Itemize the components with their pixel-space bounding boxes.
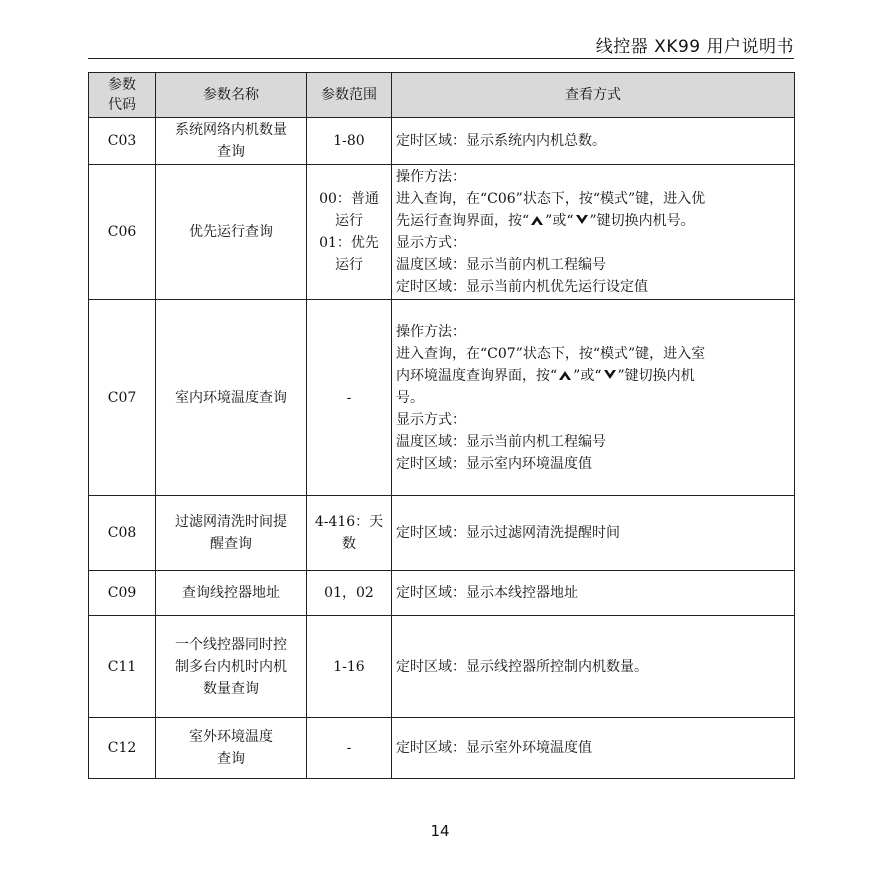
param-range <box>307 165 392 300</box>
parameter-table <box>88 72 795 779</box>
chevron-down-icon <box>574 213 590 227</box>
param-name-line: 一个线控器同时控 <box>175 636 287 653</box>
method-line: 显示方式： <box>396 411 466 428</box>
param-code: C07 <box>89 300 156 496</box>
param-range: - <box>307 718 392 779</box>
param-name <box>156 496 307 571</box>
table-row <box>89 118 795 165</box>
param-name: 优先运行查询 <box>156 165 307 300</box>
param-range: 01，02 <box>307 571 392 616</box>
param-name-line: 查询 <box>217 751 245 767</box>
column-header-method: 查看方式 <box>392 73 795 118</box>
param-method: 定时区域：显示本线控器地址 <box>392 571 795 616</box>
chevron-up-icon <box>557 368 573 382</box>
param-name <box>156 616 307 718</box>
param-code: C11 <box>89 616 156 718</box>
page-number: 14 <box>430 822 450 840</box>
param-name-line: 制多台内机时内机 <box>175 658 287 675</box>
chevron-down-icon <box>602 368 618 382</box>
param-name: 室内环境温度查询 <box>156 300 307 496</box>
document-header-title: 线控器 XK99 用户说明书 <box>595 37 794 57</box>
column-header-code-line1: 参数 <box>108 77 136 93</box>
param-code: C06 <box>89 165 156 300</box>
param-range-line: 运行 <box>335 213 363 229</box>
param-method: 定时区域：显示线控器所控制内机数量。 <box>392 616 795 718</box>
table-row <box>89 300 795 496</box>
param-range-line: 4-416：天 <box>314 514 384 530</box>
method-line: 操作方法： <box>396 169 466 185</box>
table-row <box>89 165 795 300</box>
param-range: 1-16 <box>307 616 392 718</box>
param-range-line: 01：优先 <box>319 235 379 251</box>
param-code: C12 <box>89 718 156 779</box>
param-range: 1-80 <box>307 118 392 165</box>
method-text: 先运行查询界面，按“ <box>396 213 530 229</box>
param-name-line: 醒查询 <box>210 536 252 552</box>
method-line: 号。 <box>396 389 424 406</box>
column-header-name: 参数名称 <box>156 73 307 118</box>
method-line: 操作方法： <box>396 323 466 340</box>
param-method: 定时区域：显示室外环境温度值 <box>392 718 795 779</box>
param-name <box>156 118 307 165</box>
param-method <box>392 165 795 300</box>
param-name-line: 数量查询 <box>203 680 259 697</box>
method-line: 进入查询，在“C06”状态下，按“模式”键，进入优 <box>396 191 706 207</box>
param-code: C08 <box>89 496 156 571</box>
param-method <box>392 300 795 496</box>
param-range <box>307 496 392 571</box>
param-name-line: 室外环境温度 <box>189 729 273 745</box>
param-range-line: 00：普通 <box>319 191 379 207</box>
param-code: C03 <box>89 118 156 165</box>
method-line: 显示方式： <box>396 235 466 251</box>
table-header-row <box>89 73 795 118</box>
param-code: C09 <box>89 571 156 616</box>
method-line: 进入查询，在“C07”状态下，按“模式”键，进入室 <box>396 345 706 362</box>
param-range-line: 运行 <box>335 257 363 273</box>
method-text: ”键切换内机 <box>617 367 695 384</box>
param-name-line: 查询 <box>217 144 245 160</box>
table-row <box>89 571 795 616</box>
method-line <box>396 210 791 232</box>
column-header-code <box>89 73 156 118</box>
table-row <box>89 718 795 779</box>
column-header-range: 参数范围 <box>307 73 392 118</box>
method-text: ”键切换内机号。 <box>589 213 695 229</box>
param-range: - <box>307 300 392 496</box>
param-range-line: 数 <box>342 536 356 552</box>
table-row <box>89 616 795 718</box>
table-row <box>89 496 795 571</box>
header-rule <box>88 58 794 59</box>
method-line <box>396 365 791 387</box>
param-method: 定时区域：显示过滤网清洗提醒时间 <box>392 496 795 571</box>
param-method: 定时区域：显示系统内内机总数。 <box>392 118 795 165</box>
method-line: 定时区域：显示当前内机优先运行设定值 <box>396 279 648 295</box>
param-name: 查询线控器地址 <box>156 571 307 616</box>
method-line: 温度区域：显示当前内机工程编号 <box>396 433 606 450</box>
param-name-line: 过滤网清洗时间提 <box>175 514 287 530</box>
method-line: 温度区域：显示当前内机工程编号 <box>396 257 606 273</box>
method-text: ”或“ <box>545 213 574 229</box>
param-name <box>156 718 307 779</box>
method-line: 定时区域：显示室内环境温度值 <box>396 455 592 472</box>
chevron-up-icon <box>529 213 545 227</box>
method-text: 内环境温度查询界面，按“ <box>396 367 558 384</box>
param-name-line: 系统网络内机数量 <box>175 122 287 138</box>
method-text: ”或“ <box>573 367 602 384</box>
column-header-code-line2: 代码 <box>108 97 136 113</box>
